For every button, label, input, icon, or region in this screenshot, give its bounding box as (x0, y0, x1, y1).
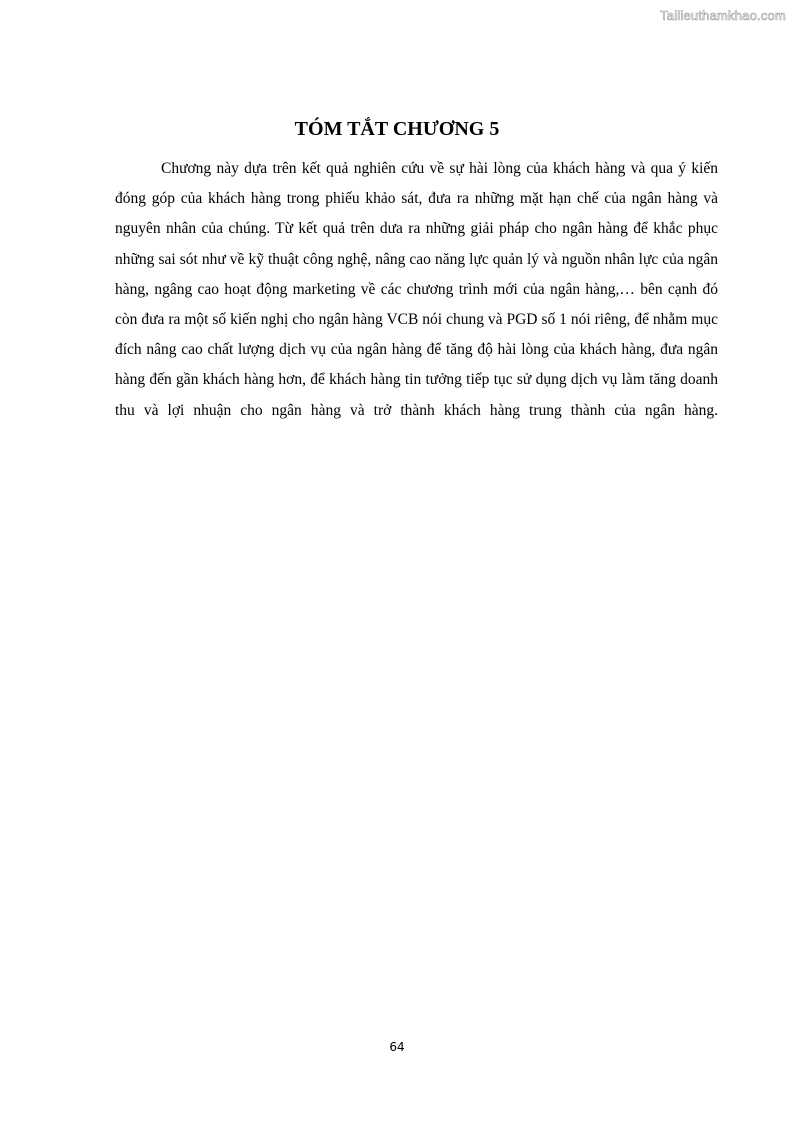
summary-paragraph: Chương này dựa trên kết quả nghiên cứu về sự hài lòng của khách hàng và qua ý kiến đóng góp của khách hàng trong phiếu khảo sát, đưa ra những mặt hạn chế của ngân hàng và nguyên nhân của chúng. Từ kết quả trên dưa ra những giải pháp cho ngân hàng để khắc phục những sai sót như về kỹ thuật công nghệ, nâng cao năng lực quản lý và nguồn nhân lực của ngân hàng, ngâng cao hoạt động marketing về các chương trình mới của ngân hàng,… bên cạnh đó còn đưa ra một số kiến nghị cho ngân hàng VCB nói chung và PGD số 1 nói riêng, để nhằm mục đích nâng cao chất lượng dịch vụ của ngân hàng để tăng độ hài lòng của khách hàng, đưa ngân hàng đến gần khách hàng hơn, để khách hàng tin tưởng tiếp tục sử dụng dịch vụ làm tăng doanh thu và lợi nhuận cho ngân hàng và trở thành khách hàng trung thành của ngân hàng. (115, 160, 718, 419)
chapter-summary-title: TÓM TẮT CHƯƠNG 5 (294, 118, 500, 140)
watermark-text: Tailieuthamkhao.com (660, 8, 786, 23)
page-number: 64 (389, 1040, 405, 1054)
